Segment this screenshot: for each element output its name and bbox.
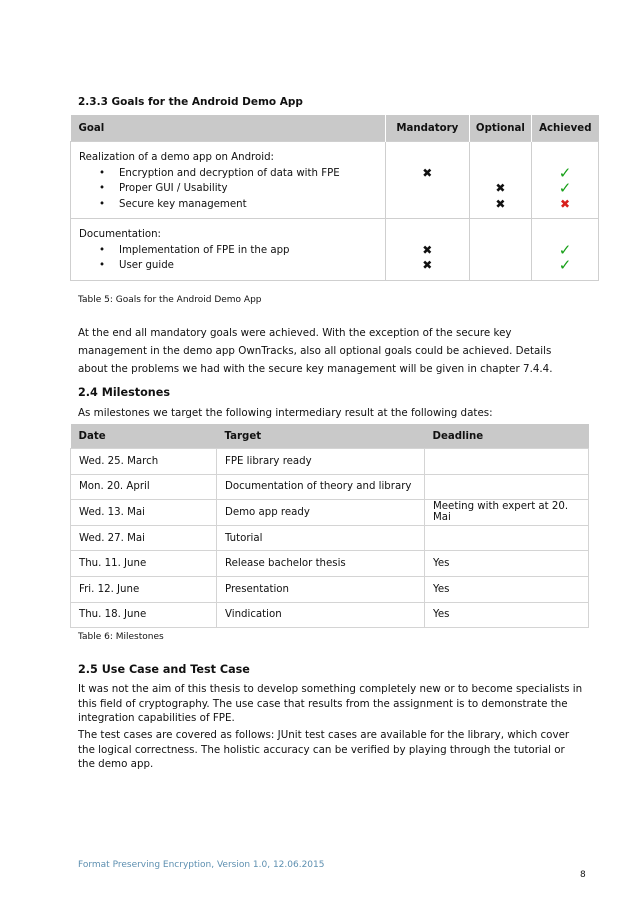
milestone-row — [71, 500, 589, 526]
milestone-deadline: Yes — [425, 576, 589, 602]
milestone-date: Mon. 20. April — [71, 474, 217, 500]
mandatory-cross-icon: ✖ — [422, 258, 433, 272]
milestone-date: Fri. 12. June — [71, 576, 217, 602]
mandatory-cross-icon: ✖ — [422, 165, 433, 180]
goals-item-text: Proper GUI / Usability — [119, 183, 228, 194]
milestone-row — [71, 449, 589, 475]
goals-item — [79, 258, 377, 274]
goals-group-row — [71, 142, 599, 219]
section-heading-goals: 2.3.3 Goals for the Android Demo App — [78, 96, 303, 108]
goals-achieved-cell — [532, 142, 599, 219]
bullet-icon: • — [99, 198, 106, 210]
milestone-target: Demo app ready — [217, 500, 425, 526]
section-heading-use-case: 2.5 Use Case and Test Case — [78, 663, 250, 676]
milestone-date: Thu. 11. June — [71, 551, 217, 577]
milestone-target: Presentation — [217, 576, 425, 602]
milestone-date: Wed. 27. Mai — [71, 525, 217, 551]
goals-header-mandatory: Mandatory — [386, 115, 470, 142]
milestone-target: Vindication — [217, 602, 425, 628]
goals-optional-cell — [469, 142, 531, 219]
footer-text: Format Preserving Encryption, Version 1.0, 12.06.2015 — [78, 860, 325, 870]
milestone-target: FPE library ready — [217, 449, 425, 475]
goals-item — [79, 166, 377, 182]
goals-table-caption: Table 5: Goals for the Android Demo App — [78, 295, 262, 305]
use-case-paragraph-1: It was not the aim of this thesis to develop something completely new or to become specialists in this field of cryptography. The use case that results from the assignment is to demonstrate the integration capabilities of FPE. — [78, 683, 583, 724]
optional-empty — [478, 243, 523, 259]
milestone-row — [71, 576, 589, 602]
page-number: 8 — [580, 870, 586, 880]
section-heading-milestones: 2.4 Milestones — [78, 386, 171, 399]
goals-item-text: Secure key management — [119, 198, 247, 210]
goals-optional-cell — [469, 219, 531, 281]
milestone-target: Documentation of theory and library — [217, 474, 425, 500]
milestones-header-date: Date — [71, 424, 217, 449]
milestone-deadline — [425, 525, 589, 551]
milestone-row — [71, 602, 589, 628]
bullet-icon: • — [99, 183, 106, 194]
bullet-icon: • — [99, 260, 106, 271]
goals-goal-cell — [71, 142, 386, 219]
milestone-row — [71, 474, 589, 500]
goals-header-goal: Goal — [71, 115, 386, 142]
achieved-red-cross-icon: ✖ — [560, 196, 571, 211]
optional-empty — [478, 166, 523, 182]
milestone-target: Release bachelor thesis — [217, 551, 425, 577]
goals-group-title: Documentation: — [79, 229, 161, 240]
goals-item-text: Encryption and decryption of data with FPE — [119, 167, 340, 179]
milestone-deadline: Yes — [425, 602, 589, 628]
goals-mandatory-cell — [386, 142, 470, 219]
achieved-check-icon: ✓ — [558, 163, 572, 182]
achieved-check-icon: ✓ — [558, 256, 572, 274]
achieved-check-icon: ✓ — [558, 179, 572, 197]
optional-empty — [478, 258, 523, 274]
milestone-date: Wed. 13. Mai — [71, 500, 217, 526]
milestone-deadline: Meeting with expert at 20. Mai — [425, 500, 589, 526]
goals-summary-paragraph: At the end all mandatory goals were achieved. With the exception of the secure key management in the demo app OwnTracks, also all optional goals could be achieved. Details about the problems we had with the secure key management will be given in chapter 7.4.4. — [78, 327, 553, 375]
optional-cross-icon: ✖ — [495, 181, 506, 195]
bullet-icon: • — [99, 167, 106, 179]
milestone-target: Tutorial — [217, 525, 425, 551]
milestones-intro: As milestones we target the following intermediary result at the following dates: — [78, 407, 493, 419]
milestone-date: Thu. 18. June — [71, 602, 217, 628]
goals-item-text: Implementation of FPE in the app — [119, 244, 290, 256]
use-case-paragraph-2: The test cases are covered as follows: JUnit test cases are available for the library, which cover the logical correctness. The holistic accuracy can be verified by playing through the tutorial or the demo app. — [78, 729, 570, 770]
milestone-deadline — [425, 474, 589, 500]
milestone-row — [71, 551, 589, 577]
achieved-check-icon: ✓ — [558, 240, 572, 259]
goals-item — [79, 243, 377, 259]
goals-table — [70, 115, 599, 281]
goals-group-row — [71, 219, 599, 281]
goals-mandatory-cell — [386, 219, 470, 281]
optional-cross-icon: ✖ — [495, 196, 506, 211]
milestones-table-caption: Table 6: Milestones — [78, 632, 164, 642]
bullet-icon: • — [99, 244, 106, 256]
milestones-header-deadline: Deadline — [425, 424, 589, 449]
goals-achieved-cell — [532, 219, 599, 281]
goals-item-text: User guide — [119, 260, 174, 271]
milestones-header-target: Target — [217, 424, 425, 449]
milestones-table — [70, 424, 589, 628]
goals-item — [79, 197, 377, 213]
mandatory-empty — [394, 181, 461, 197]
milestone-deadline — [425, 449, 589, 475]
milestone-date: Wed. 25. March — [71, 449, 217, 475]
milestone-deadline: Yes — [425, 551, 589, 577]
goals-item — [79, 181, 377, 197]
mandatory-cross-icon: ✖ — [422, 242, 433, 257]
goals-header-optional: Optional — [469, 115, 531, 142]
milestone-row — [71, 525, 589, 551]
goals-goal-cell — [71, 219, 386, 281]
goals-group-title: Realization of a demo app on Android: — [79, 152, 274, 163]
goals-header-achieved: Achieved — [532, 115, 599, 142]
mandatory-empty — [394, 197, 461, 213]
